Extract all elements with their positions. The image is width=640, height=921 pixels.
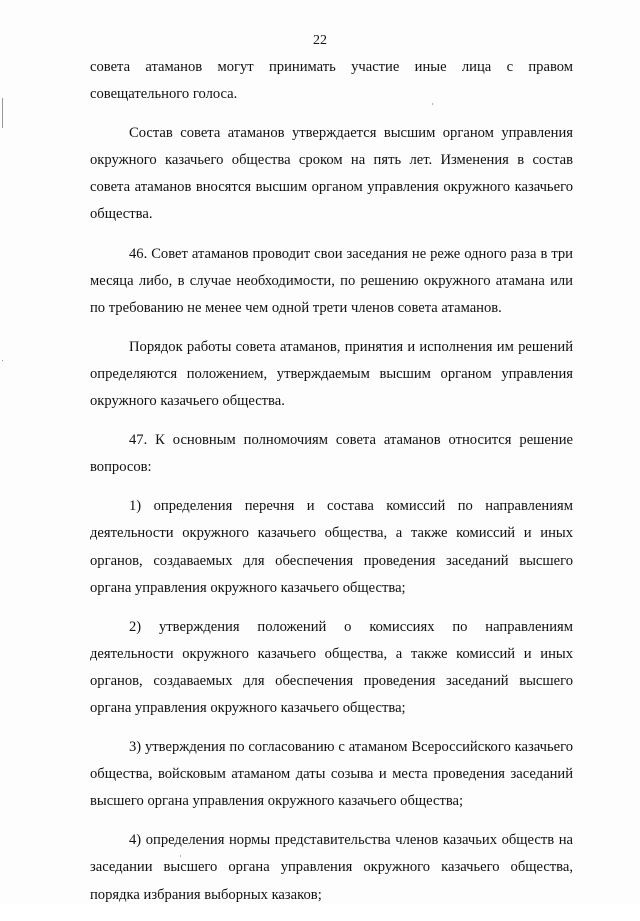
paragraph: 46. Совет атаманов проводит свои заседания не реже одного раза в три месяца либо, в случае необходимости, по решению окружного атамана или по требованию не менее чем одной трети членов совета атаманов. <box>90 245 573 316</box>
list-item: 1) определения перечня и состава комиссий по направлениям деятельности окружного казачьего общества, а также комиссий и иных органов, создаваемых для обеспечения проведения заседаний высшего органа управления окружного казачьего общества; <box>90 498 573 596</box>
paragraph: совета атаманов могут принимать участие иные лица с правом совещательного голоса. <box>90 59 573 103</box>
scan-edge-mark <box>2 360 3 361</box>
paragraph: Порядок работы совета атаманов, принятия и исполнения им решений определяются положением, утверждаемым высшим органом управления окружного казачьего общества. <box>90 338 573 410</box>
list-item: 3) утверждения по согласованию с атаманом Всероссийского казачьего общества, войсковым атаманом даты созыва и места проведения заседаний высшего органа управления окружного казачьего общества; <box>90 739 573 810</box>
paragraph: 47. К основным полномочиям совета атаманов относится решение вопросов: <box>90 432 573 476</box>
list-item: 4) определения нормы представительства членов казачьих обществ на заседании высшего органа управления окружного казачьего общества, порядка избрания выборных казаков; <box>90 832 573 903</box>
scan-edge-mark <box>2 98 3 128</box>
page-number: 22 <box>313 33 327 48</box>
list-item: 2) утверждения положений о комиссиях по направлениям деятельности окружного казачьего общества, а также комиссий и иных органов, создаваемых для обеспечения проведения заседаний высшего органа управления окружного казачьего общества; <box>90 618 573 716</box>
document-body <box>90 54 573 921</box>
paragraph: Состав совета атаманов утверждается высшим органом управления окружного казачьего общества сроком на пять лет. Изменения в состав совета атаманов вносятся высшим органом управления окружного казачьего общества. <box>90 125 573 223</box>
